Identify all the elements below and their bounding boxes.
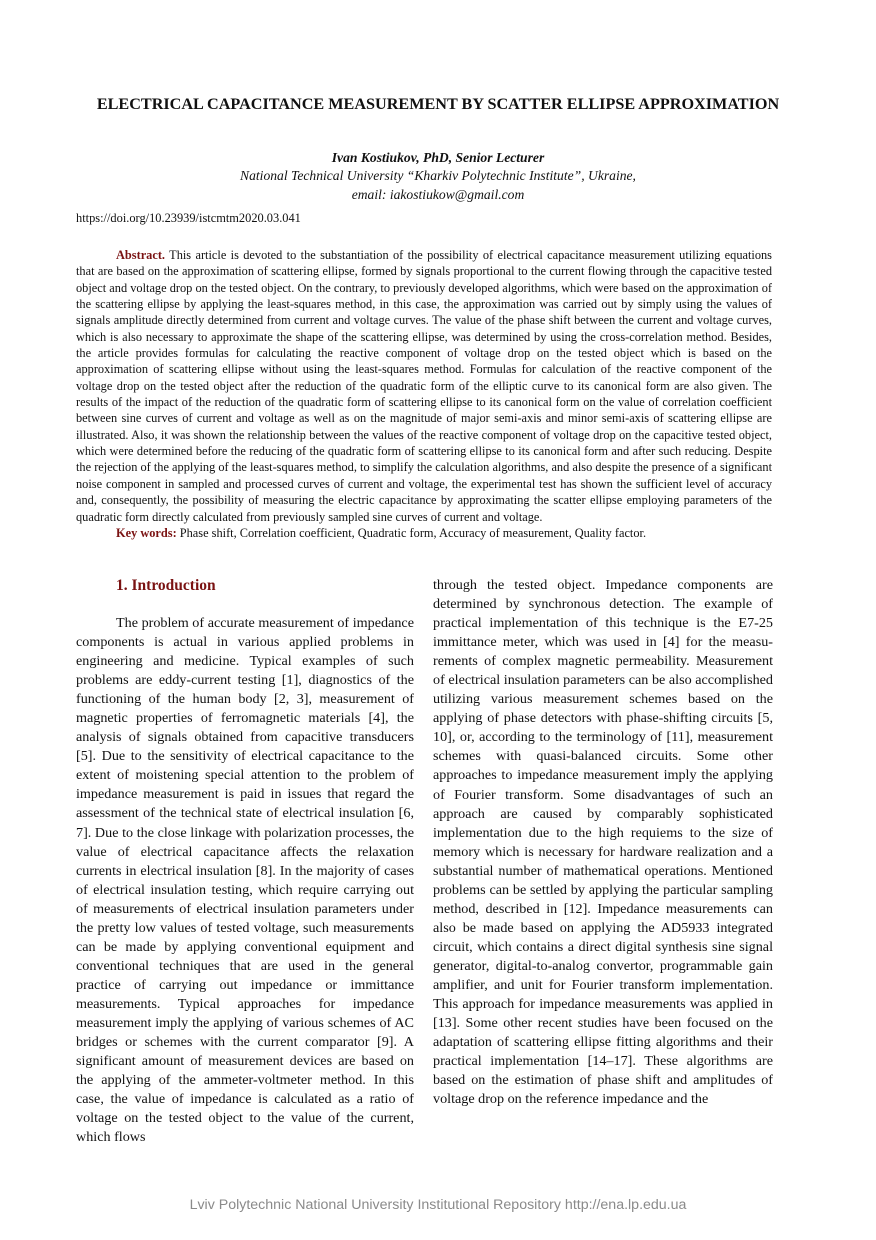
affiliation: National Technical University “Kharkiv Polytechnic Institute”, Ukraine,	[240, 168, 636, 183]
affiliation-block	[0, 167, 876, 204]
abstract-text: This article is devoted to the substantiation of the possibility of electrical capacitance measurement utilizing equations that are based on the approximation of scattering ellipse, formed by signals proportional to the current flowing through the capacitive tested object and voltage drop on the tested object. On the contrary, to previously developed algorithms, which were based on the approximation of the scattering ellipse by applying the least-squares method, in this case, the approximation was carried out by simply using the values of signals amplitude directly determined from current and voltage curves. The value of the phase shift between the current and voltage curves, which is also necessary to approximate the shape of the scattering ellipse, was determined by using the cross-correlation method. Besides, the article provides formulas for calculating the reactive component of voltage drop on the tested object which is based on the approximation of scattering ellipse without using the least-squares method. Formulas for calculation of the reactive component of the voltage drop on the tested object after the reduction of the quadratic form of the elliptic curve to its canonical form are also given. The results of the impact of the reduction of the quadratic form of scattering ellipse to its canonical form on the value of correlation coefficient between sine curves of current and voltage as well as on the magnitude of major semi-axis and minor semi-axis of scattering ellipse are illustrated. Also, it was shown the relationship between the values of the reactive component of voltage drop on the capacitive tested object, which were determined before the reducing of the quadratic form of scattering ellipse to its canonical form and after such reducing. Despite the rejection of the applying of the least-squares method, to simplify the calculation algorithms, and also despite the presence of a significant noise component in sampled and processed curves of current and voltage, the experimental test has shown the sufficient level of accuracy and, consequently, the possibility of measuring the electric capacitance by approximating the scatter ellipse employing parameters of the quadratic form directly calculated from previously sampled sine curves of current and voltage.	[76, 248, 772, 524]
section-heading-introduction: 1. Introduction	[116, 577, 216, 594]
intro-paragraph-right: through the tested object. Impedance components are determined by synchronous detection. The example of practical implementation of this technique is the E7-25 immittance meter, which was used in [4] for the measurements of complex magnetic permeability. Measurement of electrical insulation parameters can be also accomplished utilizing various measurement schemes based on the applying of phase detectors with phase-shifting circuits [5, 10], or, according to the terminology of [11], measurement schemes with quasi-balanced circuits. Some other approaches to impedance measurement imply the applying of Fourier transform. Some disadvantages of such an approach are caused by comparably sophisticated implementation due to the high requiems to the size of memory which is necessary for hardware realization and a substantial number of mathematical operations. Mentioned problems can be settled by applying the particular sampling method, described in [12]. Impedance measurements can also be made based on applying the AD5933 integrated circuit, which contains a direct digital synthesis sine signal generator, digital-to-analog convertor, programmable gain amplifier, and unit for Fourier transform implementation. This approach for impedance measurements was applied in [13]. Some other recent studies have been focused on the adaptation of scattering ellipse fitting algorithms and their practical implementation [14–17]. These algorithms are based on the estimation of phase shift and amplitudes of voltage drop on the reference impedance and the	[433, 577, 773, 1108]
paper-title: ELECTRICAL CAPACITANCE MEASUREMENT BY SCATTER ELLIPSE APPROXIMATION	[96, 95, 780, 113]
keywords-text: Phase shift, Correlation coefficient, Quadratic form, Accuracy of measurement, Quality factor.	[176, 525, 647, 540]
doi-link[interactable]: https://doi.org/10.23939/istcmtm2020.03.041	[76, 211, 301, 225]
keywords-paragraph	[76, 525, 772, 541]
abstract-section	[76, 247, 772, 541]
intro-paragraph-left: The problem of accurate measurement of impedance components is actual in various applied problems in engineering and medicine. Typical examples of such problems are eddy-current testing [1], diagnostics of the functioning of the human body [2, 3], measurement of magnetic properties of ferromagnetic materials [4], the analysis of signals obtained from capacitive transducers [5]. Due to the sensitivity of electrical capacitance to the extent of moistening special attention to the problem of impedance measurement is paid in issues that regard the assessment of the technical state of electrical insulation [6, 7]. Due to the close linkage with polarization processes, the value of electrical capacitance affects the relaxation currents in electrical insulation [8]. In the majority of cases of electrical insulation testing, which require carrying out of measurements of electrical insulation parameters under the pretty low values of tested voltage, such measurements can be made by applying conventional equipment and conventional techniques that are used in the general practice of carrying out impedance or immittance measurements. Typical approaches for impedance measurement imply the applying of various schemes of AC bridges or schemes with the current comparator [9]. A significant amount of measurement devices are based on the applying of the ammeter-voltmeter method. In this case, the value of impedance is calculated as a ratio of voltage on the tested object to the value of the current, which flows	[76, 615, 414, 1146]
author-line: Ivan Kostiukov, PhD, Senior Lecturer	[331, 150, 545, 165]
keywords-label: Key words:	[116, 525, 177, 540]
abstract-paragraph	[76, 247, 772, 525]
left-column	[76, 576, 414, 1147]
abstract-label: Abstract.	[116, 248, 166, 262]
repository-footer: Lviv Polytechnic National University Institutional Repository http://ena.lp.edu.ua	[189, 1197, 687, 1213]
author-email: email: iakostiukow@gmail.com	[351, 186, 525, 202]
right-column	[433, 576, 773, 1109]
